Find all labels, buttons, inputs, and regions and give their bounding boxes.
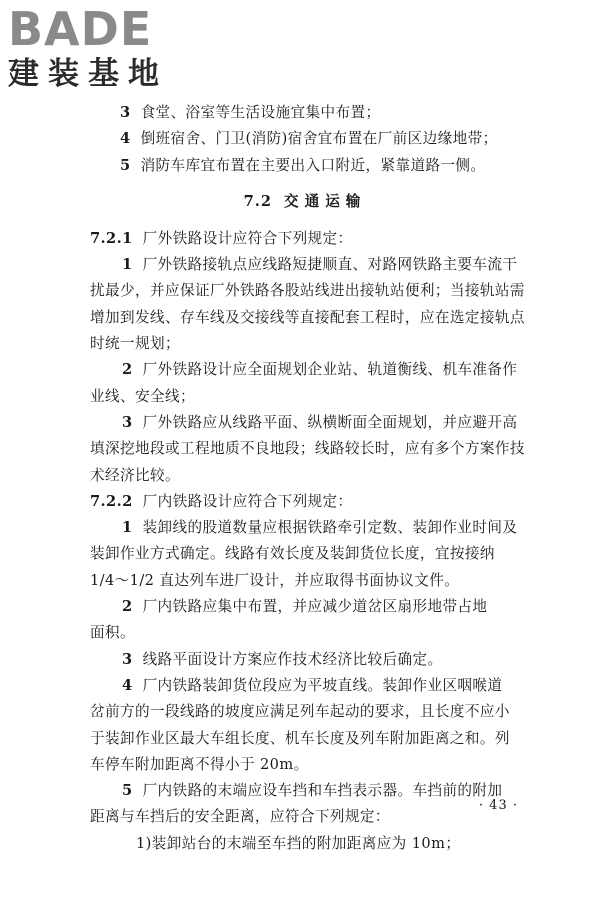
clause-721-item-1: 1 厂外铁路接轨点应线路短捷顺直、对路网铁路主要车流干 扰最少，并应保证厂外铁路各股站线进出接轨站便利；当接轨站需 增加到发线、存车线及交接线等直接配套工程时，应在选定接轨点 时统一规划； (90, 256, 525, 353)
clause-721-item-2: 2 厂外铁路设计应全面规划企业站、轨道衡线、机车准备作 业线、安全线； (90, 361, 518, 405)
clause-721-item-3: 3 厂外铁路应从线路平面、纵横断面全面规划，并应避开高 填深挖地段或工程地质不良地段；线路较长时，应有多个方案作技 术经济比较。 (90, 413, 525, 484)
clause-heading: 7.2.1 厂外铁路设计应符合下列规定： (90, 229, 353, 247)
logo-chinese-text: 建装基地 (8, 56, 168, 92)
clause-722-item-2: 2 厂内铁路应集中布置，并应减少道岔区扇形地带占地 面积。 (90, 598, 488, 642)
clause-722-item-4: 4 厂内铁路装卸货位段应为平坡直线。装卸作业区咽喉道 岔前方的一段线路的坡度应满足列车起动的要求，且长度不应小 于装卸作业区最大车组长度、机车长度及列车附加距离之和。列 车停车附加距离不得小于 20m。 (90, 676, 510, 773)
document-body (90, 100, 525, 857)
section-title: 交通运输 (284, 192, 367, 210)
clause-722-item-1: 1 装卸线的股道数量应根据铁路牵引定数、装卸作业时间及 装卸作业方式确定。线路有效长度及装卸货位长度，宜按接纳 1/4～1/2 直达列车进厂设计，并应取得书面协议文件。 (90, 519, 518, 589)
list-item: 3 食堂、浴室等生活设施宜集中布置； (120, 104, 381, 121)
section-heading (90, 189, 520, 215)
clause-722-item-5: 5 厂内铁路的末端应设车挡和车挡表示器。车挡前的附加 距离与车挡后的安全距离，应符合下列规定： (90, 782, 503, 826)
clause-722-item-3: 3 线路平面设计方案应作技术经济比较后确定。 (122, 650, 443, 668)
bade-logo (8, 4, 168, 92)
logo-latin-text: BADE (8, 2, 153, 56)
list-item: 4 倒班宿舍、门卫(消防)宿舍宜布置在厂前区边缘地带； (120, 130, 498, 148)
section-number: 7.2 (243, 192, 272, 210)
sub-item: 1)装卸站台的末端至车挡的附加距离应为 10m； (136, 834, 461, 852)
page-number: · 43 · (478, 798, 518, 813)
clause-heading: 7.2.2 厂内铁路设计应符合下列规定： (90, 492, 353, 510)
list-item: 5 消防车库宜布置在主要出入口附近，紧靠道路一侧。 (120, 156, 486, 174)
